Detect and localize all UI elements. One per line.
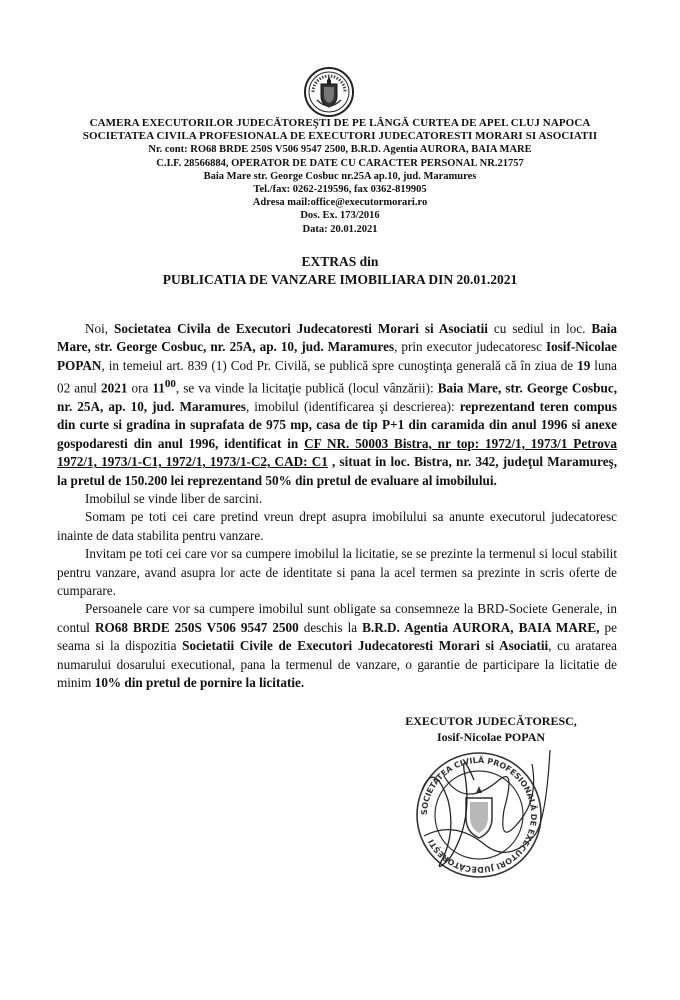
paragraph-guarantee bbox=[57, 600, 617, 692]
paragraph-free-of-charges: Imobilul se vinde liber de sarcini. bbox=[85, 491, 263, 507]
header-file-number: Dos. Ex. 173/2016 bbox=[300, 210, 380, 222]
text-span: , imobilul (identificarea şi descrierea): bbox=[245, 399, 460, 415]
document-title bbox=[60, 253, 620, 289]
text-span: deschis la bbox=[298, 619, 363, 635]
document-body bbox=[57, 320, 617, 693]
paragraph-invitation: Invitam pe toti cei care vor sa cumpere imobilul la licitatie, se se prezinte la termenul si locul stabilit pentru vanzare, avand asupra lor acte de identitate si pana la acel termen sa prezinte in scris oferte de cumparare. bbox=[57, 546, 617, 599]
letterhead bbox=[60, 117, 620, 236]
text-span: luna 02 anul bbox=[57, 357, 617, 396]
header-address: Baia Mare str. George Cosbuc nr.25A ap.10, jud. Maramures bbox=[203, 170, 477, 182]
header-date: Data: 20.01.2021 bbox=[302, 223, 378, 235]
paragraph-announcement bbox=[57, 320, 617, 490]
auction-minutes: 00 bbox=[164, 378, 176, 391]
land-registry-id: CF NR. 50003 Bistra, nr top: 1972/1, 1973/1 Petrova 1972/1, 1973/1-C1, 1972/1, 1973/1-C2, CAD: C1 bbox=[57, 435, 617, 470]
header-account: Nr. cont: RO68 BRDE 250S V506 9547 2500, B.R.D. Agentia AURORA, BAIA MARE bbox=[148, 144, 532, 156]
company-address: Baia Mare, str. George Cosbuc, nr. 25A, ap. 10, jud. Maramures bbox=[57, 321, 617, 355]
paragraph-summons: Somam pe toti cei care pretind vreun drept asupra imobilului sa anunte executorul judecatoresc inainte de data stabilita pentru vanzare. bbox=[57, 509, 617, 543]
text-span: , prin executor judecatoresc bbox=[394, 339, 546, 355]
header-chamber: CAMERA EXECUTORILOR JUDECĂTOREŞTI DE PE LÂNGĂ CURTEA DE APEL CLUJ NAPOCA bbox=[89, 117, 591, 129]
header-cif: C.I.F. 28566884, OPERATOR DE DATE CU CARACTER PERSONAL NR.21757 bbox=[156, 157, 524, 169]
property-description: reprezentand teren compus din curte si gradina in suprafata de 975 mp, casa de tip P+1 din caramida din anul 1996 si anexe gospodaresti din anul 1996, identificat in bbox=[57, 399, 618, 451]
guarantee-amount: 10% din pretul de pornire la licitatie. bbox=[94, 675, 305, 691]
text-span: , cu aratarea numarului dosarului executional, pana la termenul de vanzare, o garantie de participare la licitatie de minim bbox=[57, 638, 617, 691]
executor-name: Iosif-Nicolae POPAN bbox=[57, 339, 617, 373]
text-span: Noi, bbox=[85, 321, 115, 336]
title-line-2: PUBLICATIA DE VANZARE IMOBILIARA DIN 20.01.2021 bbox=[162, 272, 518, 287]
bank-account: RO68 BRDE 250S V506 9547 2500 bbox=[95, 619, 299, 635]
text-span: ora bbox=[127, 380, 153, 396]
company-name-2: Societatii Civile de Executori Judecatoresti Morari si Asociatii bbox=[182, 638, 549, 654]
text-span: , se va vinde la licitaţie publică (locul vânzării): bbox=[175, 380, 438, 396]
auction-year: 2021 bbox=[101, 380, 128, 396]
header-company: SOCIETATEA CIVILA PROFESIONALA DE EXECUTORI JUDECATORESTI MORARI SI ASOCIATII bbox=[82, 130, 598, 143]
text-span: Persoanele care vor sa cumpere imobilul sunt obligate sa consemneze la BRD-Societe Generale, in contul bbox=[57, 601, 617, 635]
executor-title: EXECUTOR JUDECĂTORESC, bbox=[405, 714, 577, 728]
bank-branch: B.R.D. Agentia AURORA, BAIA MARE, bbox=[362, 619, 600, 635]
company-name: Societatea Civila de Executori Judecatoresti Morari si Asociatii bbox=[114, 321, 488, 336]
auction-hour: 11 bbox=[152, 380, 165, 396]
property-location-price: , situat in loc. Bistra, nr. 342, judeţul Maramureş, la pretul de 150.200 lei reprezentand 50% din pretul de evaluare al imobilului. bbox=[57, 454, 617, 488]
text-span: , in temeiul art. 839 (1) Cod Pr. Civilă, se publică spre cunoştinţa generală că în ziua de bbox=[101, 357, 578, 373]
text-span: cu sediul in loc. bbox=[487, 321, 592, 336]
executor-signature-name: Iosif-Nicolae POPAN bbox=[436, 729, 546, 744]
coat-of-arms-icon bbox=[303, 66, 355, 118]
official-stamp-icon bbox=[404, 740, 554, 888]
auction-day: 19 bbox=[577, 357, 591, 373]
header-phone: Tel./fax: 0262-219596, fax 0362-819905 bbox=[253, 184, 427, 196]
auction-location: Baia Mare, str. George Cosbuc, nr. 25A, ap. 10, jud. Maramures bbox=[57, 380, 617, 415]
stamp-ring-text: SOCIETATEA CIVILĂ PROFESIONALĂ DE EXECUTORI JUDECĂTOREȘTI bbox=[419, 755, 539, 875]
text-span: pe seama si la dispozitia bbox=[57, 619, 617, 654]
title-line-1: EXTRAS din bbox=[301, 254, 379, 269]
header-email: Adresa mail:office@executormorari.ro bbox=[252, 197, 428, 209]
